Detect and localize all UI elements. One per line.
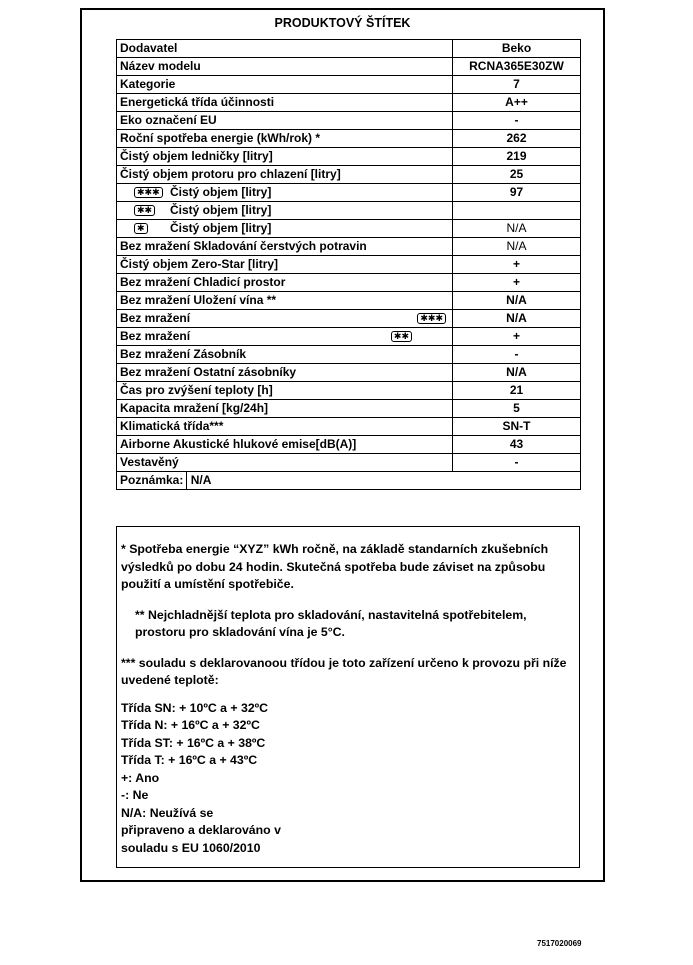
table-row	[117, 256, 581, 274]
row-label-cell	[117, 328, 453, 346]
document-code: 7517020069	[537, 939, 582, 948]
table-row	[117, 310, 581, 328]
note-label: Poznámka:	[120, 472, 187, 489]
table-row	[117, 382, 581, 400]
table-row	[117, 364, 581, 382]
row-label: Bez mražení Uložení vína **	[117, 292, 453, 310]
footnotes-box	[116, 526, 580, 868]
spec-table	[116, 39, 581, 490]
row-label: Bez mražení Ostatní zásobníky	[117, 364, 453, 382]
table-row	[117, 328, 581, 346]
two-star-icon: ✱✱	[391, 331, 412, 342]
footnote-energy: * Spotřeba energie “XYZ” kWh ročně, na základě standarních zkušebních výsledků po dobu 24 hodin. Skutečná spotřeba bude záviset na způsobu použití a umístění spotřebiče.	[121, 542, 549, 591]
table-row	[117, 148, 581, 166]
row-label-cell	[117, 184, 453, 202]
row-value: 25	[453, 166, 581, 184]
table-row	[117, 58, 581, 76]
row-value: -	[453, 346, 581, 364]
row-label: Název modelu	[117, 58, 453, 76]
table-row	[117, 94, 581, 112]
row-label: Airborne Akustické hlukové emise[dB(A)]	[117, 436, 453, 454]
row-value: 5	[453, 400, 581, 418]
row-label: Klimatická třída***	[117, 418, 453, 436]
row-value: N/A	[453, 238, 581, 256]
legend-no: -: Ne	[121, 788, 149, 802]
footnote-climate-class: *** souladu s deklarovanoou třídou je toto zařízení určeno k provozu při níže uvedené teplotě:	[121, 655, 567, 687]
row-value: +	[453, 328, 581, 346]
row-label-cell	[117, 220, 453, 238]
star-rating-icon-2	[120, 202, 170, 219]
three-star-icon: ✱✱✱	[134, 187, 163, 198]
table-row	[117, 202, 581, 220]
row-value: 21	[453, 382, 581, 400]
compliance-line-2: souladu s EU 1060/2010	[121, 840, 261, 855]
table-row	[117, 112, 581, 130]
row-label: Čistý objem [litry]	[170, 203, 272, 217]
star-rating-icon-3	[120, 184, 170, 201]
row-label: Bez mražení Zásobník	[117, 346, 453, 364]
row-value: N/A	[453, 364, 581, 382]
table-row	[117, 166, 581, 184]
table-row	[117, 418, 581, 436]
table-row	[117, 400, 581, 418]
table-row	[117, 274, 581, 292]
row-label: Čas pro zvýšení teploty [h]	[117, 382, 453, 400]
compliance-line-1: připraveno a deklarováno v	[121, 823, 281, 837]
table-row	[117, 238, 581, 256]
product-label-frame	[80, 8, 605, 882]
row-value: RCNA365E30ZW	[453, 58, 581, 76]
row-value: -	[453, 454, 581, 472]
row-label: Dodavatel	[117, 40, 453, 58]
table-row	[117, 130, 581, 148]
table-row	[117, 292, 581, 310]
row-value: N/A	[453, 292, 581, 310]
label-title: PRODUKTOVÝ ŠTÍTEK	[274, 16, 411, 30]
row-value: A++	[453, 94, 581, 112]
legend-na: N/A: Neužívá se	[121, 805, 214, 820]
row-value: -	[453, 112, 581, 130]
table-row	[117, 76, 581, 94]
table-row	[117, 184, 581, 202]
table-row	[117, 220, 581, 238]
row-value: 7	[453, 76, 581, 94]
table-row	[117, 346, 581, 364]
row-label: Čistý objem protoru pro chlazení [litry]	[117, 166, 453, 184]
legend-yes: +: Ano	[121, 770, 160, 785]
row-value: 97	[453, 184, 581, 202]
climate-class-st: Třída ST: + 16ºC a + 38ºC	[121, 735, 266, 750]
row-label: Bez mražení	[120, 311, 191, 325]
row-value	[453, 202, 581, 220]
row-value: SN-T	[453, 418, 581, 436]
row-label: Bez mražení Skladování čerstvých potravin	[117, 238, 453, 256]
row-label-cell	[117, 202, 453, 220]
row-value: Beko	[453, 40, 581, 58]
table-row	[117, 454, 581, 472]
note-row	[117, 472, 581, 490]
row-label-cell	[117, 310, 453, 328]
climate-class-t: Třída T: + 16ºC a + 43ºC	[121, 753, 258, 767]
one-star-icon: ✱	[134, 223, 148, 234]
row-label: Čistý objem [litry]	[170, 221, 272, 235]
note-cell	[117, 472, 581, 490]
row-label: Bez mražení	[120, 329, 191, 343]
row-label: Roční spotřeba energie (kWh/rok) *	[117, 130, 453, 148]
row-label: Kategorie	[117, 76, 453, 94]
three-star-icon: ✱✱✱	[417, 313, 446, 324]
row-value: +	[453, 274, 581, 292]
row-value: 219	[453, 148, 581, 166]
star-rating-icon-1	[120, 220, 170, 237]
footnote-wine-temperature: ** Nejchladnější teplota pro skladování, nastavitelná spotřebitelem, prostoru pro skladování vína je 5°C.	[135, 607, 527, 639]
table-row	[117, 40, 581, 58]
row-label: Vestavěný	[117, 454, 453, 472]
table-row	[117, 436, 581, 454]
row-label: Čistý objem [litry]	[170, 185, 272, 199]
row-label: Eko označení EU	[117, 112, 453, 130]
row-label: Čistý objem ledničky [litry]	[117, 148, 453, 166]
climate-class-n: Třída N: + 16ºC a + 32ºC	[121, 718, 260, 732]
row-label: Kapacita mražení [kg/24h]	[117, 400, 453, 418]
note-value: N/A	[190, 473, 212, 487]
row-value: 262	[453, 130, 581, 148]
row-value: +	[453, 256, 581, 274]
row-value: 43	[453, 436, 581, 454]
row-label: Čistý objem Zero-Star [litry]	[117, 256, 453, 274]
row-value: N/A	[453, 220, 581, 238]
row-label: Energetická třída účinnosti	[117, 94, 453, 112]
two-star-icon: ✱✱	[134, 205, 155, 216]
row-value: N/A	[453, 310, 581, 328]
climate-class-sn: Třída SN: + 10ºC a + 32ºC	[121, 700, 269, 715]
row-label: Bez mražení Chladicí prostor	[117, 274, 453, 292]
